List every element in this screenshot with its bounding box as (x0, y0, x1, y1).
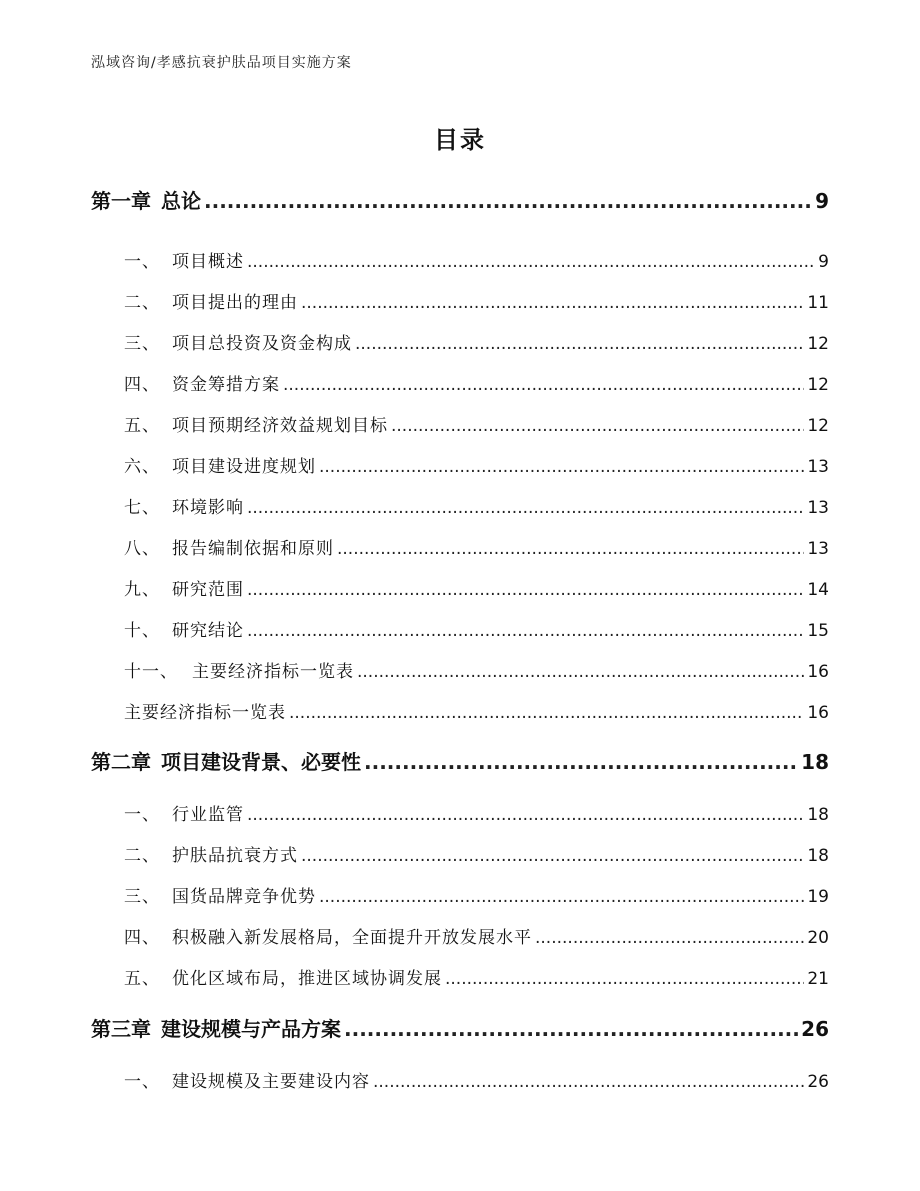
entry-number: 一、 (124, 1072, 160, 1092)
dot-leader (535, 928, 804, 948)
toc-entry[interactable] (124, 923, 829, 948)
entry-label: 护肤品抗衰方式 (172, 846, 298, 866)
toc-entry[interactable] (124, 800, 829, 825)
entry-label: 主要经济指标一览表 (124, 703, 286, 723)
page-number: 18 (801, 750, 829, 774)
dot-leader (364, 750, 798, 774)
page-number: 12 (807, 334, 829, 354)
toc-entry[interactable] (124, 370, 829, 395)
dot-leader (247, 621, 804, 641)
dot-leader (373, 1072, 804, 1092)
entry-number: 七、 (124, 498, 160, 518)
page-number: 20 (807, 928, 829, 948)
entry-label: 建设规模与产品方案 (161, 1017, 341, 1041)
dot-leader (247, 498, 804, 518)
entry-number: 二、 (124, 846, 160, 866)
page-number: 18 (807, 846, 829, 866)
dot-leader (391, 416, 804, 436)
page-number: 16 (807, 703, 829, 723)
page-number: 26 (801, 1017, 829, 1041)
entry-label: 研究结论 (172, 621, 244, 641)
toc-entry[interactable] (124, 534, 829, 559)
entry-number: 六、 (124, 457, 160, 477)
page-number: 26 (807, 1072, 829, 1092)
chapter-number: 第三章 (91, 1017, 151, 1041)
dot-leader (337, 539, 804, 559)
entry-number: 五、 (124, 969, 160, 989)
toc-entry[interactable] (124, 882, 829, 907)
entry-number: 二、 (124, 293, 160, 313)
entry-label: 报告编制依据和原则 (172, 539, 334, 559)
toc-entry[interactable] (124, 841, 829, 866)
toc-entry[interactable] (124, 329, 829, 354)
chapter-number: 第二章 (91, 750, 151, 774)
toc-entry[interactable] (124, 657, 829, 682)
toc-entry[interactable] (124, 616, 829, 641)
entry-label: 主要经济指标一览表 (192, 662, 354, 682)
dot-leader (204, 189, 812, 213)
page-number: 12 (807, 375, 829, 395)
entry-label: 项目预期经济效益规划目标 (172, 416, 388, 436)
dot-leader (355, 334, 804, 354)
entry-label: 项目建设进度规划 (172, 457, 316, 477)
toc-entry[interactable] (124, 247, 829, 272)
toc-title: 目录 (434, 126, 486, 154)
dot-leader (445, 969, 804, 989)
page-number: 11 (807, 293, 829, 313)
dot-leader (344, 1017, 798, 1041)
entry-number: 一、 (124, 805, 160, 825)
entry-number: 五、 (124, 416, 160, 436)
entry-label: 资金筹措方案 (172, 375, 280, 395)
dot-leader (289, 703, 804, 723)
entry-number: 十、 (124, 621, 160, 641)
entry-label: 环境影响 (172, 498, 244, 518)
entry-label: 国货品牌竞争优势 (172, 887, 316, 907)
page-number: 9 (818, 252, 829, 272)
entry-number: 八、 (124, 539, 160, 559)
toc-entry[interactable] (124, 964, 829, 989)
dot-leader (301, 846, 804, 866)
entry-label: 行业监管 (172, 805, 244, 825)
entry-number: 四、 (124, 375, 160, 395)
dot-leader (357, 662, 804, 682)
page-number: 9 (815, 189, 829, 213)
entry-number: 三、 (124, 887, 160, 907)
page-number: 18 (807, 805, 829, 825)
page-number: 15 (807, 621, 829, 641)
page-number: 13 (807, 498, 829, 518)
entry-number: 十一、 (124, 662, 178, 682)
dot-leader (301, 293, 804, 313)
dot-leader (319, 457, 804, 477)
toc-entry-chapter-3[interactable] (91, 1013, 829, 1042)
entry-number: 一、 (124, 252, 160, 272)
page-number: 13 (807, 457, 829, 477)
entry-label: 项目总投资及资金构成 (172, 334, 352, 354)
dot-leader (319, 887, 804, 907)
toc-entry-chapter-1[interactable] (91, 185, 829, 214)
entry-number: 四、 (124, 928, 160, 948)
dot-leader (247, 805, 804, 825)
chapter-number: 第一章 (91, 189, 151, 213)
page-number: 21 (807, 969, 829, 989)
entry-label: 项目建设背景、必要性 (161, 750, 361, 774)
entry-label: 总论 (161, 189, 201, 213)
page-number: 13 (807, 539, 829, 559)
dot-leader (247, 252, 815, 272)
toc-entry[interactable] (124, 452, 829, 477)
toc-entry[interactable] (124, 575, 829, 600)
page-number: 16 (807, 662, 829, 682)
entry-label: 优化区域布局，推进区域协调发展 (172, 969, 442, 989)
toc-entry[interactable] (124, 493, 829, 518)
toc-entry-chapter-2[interactable] (91, 746, 829, 775)
entry-label: 项目提出的理由 (172, 293, 298, 313)
toc-entry[interactable] (124, 288, 829, 313)
page-number: 14 (807, 580, 829, 600)
page-number: 19 (807, 887, 829, 907)
toc-entry[interactable] (124, 1067, 829, 1092)
running-header: 泓域咨询/孝感抗衰护肤品项目实施方案 (91, 55, 352, 71)
entry-label: 研究范围 (172, 580, 244, 600)
entry-label: 建设规模及主要建设内容 (172, 1072, 370, 1092)
entry-label: 项目概述 (172, 252, 244, 272)
dot-leader (283, 375, 804, 395)
entry-number: 三、 (124, 334, 160, 354)
entry-label: 积极融入新发展格局，全面提升开放发展水平 (172, 928, 532, 948)
entry-number: 九、 (124, 580, 160, 600)
dot-leader (247, 580, 804, 600)
toc-entry[interactable] (124, 698, 829, 723)
toc-entry[interactable] (124, 411, 829, 436)
page-number: 12 (807, 416, 829, 436)
